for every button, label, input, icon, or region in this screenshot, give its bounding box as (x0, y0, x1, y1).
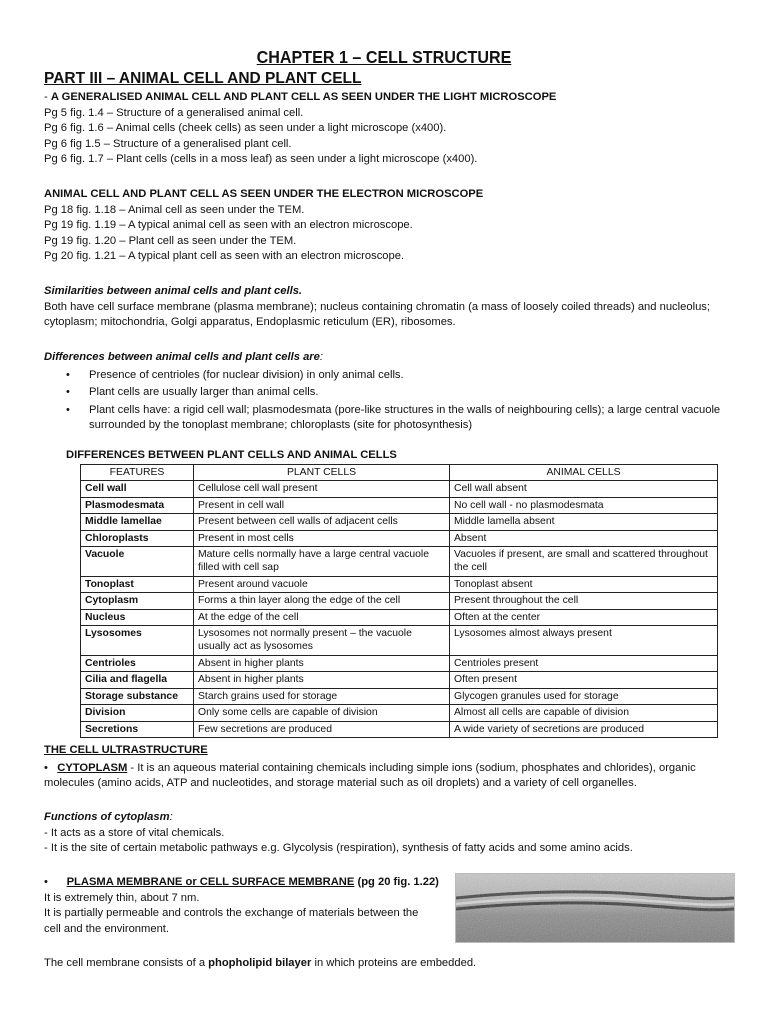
feature-cell: Storage substance (81, 688, 194, 704)
function-item: - It is the site of certain metabolic pathways e.g. Glycolysis (respiration), synthesis of fatty acids and some amino acids. (44, 842, 633, 855)
table-row (81, 705, 718, 721)
functions-heading: Functions of cytoplasm (44, 811, 170, 823)
feature-cell: Tonoplast (81, 576, 194, 592)
differences-list (44, 368, 744, 434)
table-row (81, 672, 718, 688)
plant-cell: Only some cells are capable of division (194, 705, 450, 721)
feature-cell: Lysosomes (81, 626, 194, 656)
similarities-text: Both have cell surface membrane (plasma membrane); nucleus containing chromatin (a mass of loosely coiled threads) and nucleolus; (44, 300, 710, 313)
figure-reference: Pg 20 fig. 1.21 – A typical plant cell as seen with an electron microscope. (44, 250, 405, 263)
bullet-icon: • (66, 368, 70, 381)
list-item: • Presence of centrioles (for nuclear division) in only animal cells. (44, 368, 744, 384)
figure-reference: Pg 6 fig. 1.7 – Plant cells (cells in a moss leaf) as seen under a light microscope (x400). (44, 153, 478, 166)
feature-cell: Plasmodesmata (81, 497, 194, 513)
figure-reference: Pg 5 fig. 1.4 – Structure of a generalised animal cell. (44, 106, 304, 119)
feature-cell: Cilia and flagella (81, 672, 194, 688)
plant-cell: Present between cell walls of adjacent cells (194, 514, 450, 530)
animal-cell: Present throughout the cell (450, 593, 718, 609)
membrane-micrograph-image (455, 873, 735, 943)
table-row (81, 547, 718, 577)
plant-cell: Few secretions are produced (194, 721, 450, 737)
table-row (81, 593, 718, 609)
animal-cell: Almost all cells are capable of division (450, 705, 718, 721)
animal-cell: Absent (450, 530, 718, 546)
plant-cell: Forms a thin layer along the edge of the cell (194, 593, 450, 609)
table-row (81, 530, 718, 546)
bilayer-sentence: The cell membrane consists of a phopholipid bilayer in which proteins are embedded. (44, 957, 477, 969)
table-heading: DIFFERENCES BETWEEN PLANT CELLS AND ANIMAL CELLS (66, 449, 397, 461)
plant-cell: Absent in higher plants (194, 655, 450, 671)
plasma-membrane-section (44, 875, 449, 937)
differences-heading-colon: : (319, 351, 323, 363)
figure-reference: Pg 19 fig. 1.19 – A typical animal cell as seen with an electron microscope. (44, 219, 413, 232)
table-row (81, 721, 718, 737)
animal-cell: Cell wall absent (450, 481, 718, 497)
animal-cell: Centrioles present (450, 655, 718, 671)
part-title: PART III – ANIMAL CELL AND PLANT CELL (44, 70, 362, 87)
differences-section (44, 350, 744, 434)
table-row (81, 514, 718, 530)
plant-cell: Present in cell wall (194, 497, 450, 513)
column-header: FEATURES (81, 465, 194, 481)
cytoplasm-paragraph-cont: molecules (amino acids, ATP and nucleotides, and storage material such as oil droplets) and a variety of cell organelles. (44, 777, 637, 790)
table-row (81, 497, 718, 513)
table-header-row (81, 465, 718, 481)
animal-cell: Glycogen granules used for storage (450, 688, 718, 704)
animal-cell: No cell wall - no plasmodesmata (450, 497, 718, 513)
feature-cell: Vacuole (81, 547, 194, 577)
electron-microscope-section (44, 187, 744, 265)
animal-cell: Often present (450, 672, 718, 688)
animal-cell: A wide variety of secretions are produced (450, 721, 718, 737)
plant-cell: Present around vacuole (194, 576, 450, 592)
similarities-section (44, 284, 744, 331)
feature-cell: Centrioles (81, 655, 194, 671)
similarities-heading: Similarities between animal cells and plant cells. (44, 285, 303, 297)
list-item: • Plant cells have: a rigid cell wall; plasmodesmata (pore-like structures in the walls of neighbouring cells); a large central vacuole (44, 403, 744, 419)
plant-cell: Absent in higher plants (194, 672, 450, 688)
table-row (81, 688, 718, 704)
ultrastructure-heading: THE CELL ULTRASTRUCTURE (44, 744, 208, 756)
list-item-continuation: surrounded by the tonoplast membrane; chloroplasts (site for photosynthesis) (89, 419, 473, 432)
bullet-icon: • (44, 761, 48, 774)
feature-cell: Cytoplasm (81, 593, 194, 609)
differences-table (80, 464, 718, 738)
similarities-text: cytoplasm; mitochondria, Golgi apparatus, Endoplasmic reticulum (ER), ribosomes. (44, 316, 456, 329)
table-body (81, 481, 718, 738)
bullet-icon: • (66, 386, 70, 399)
bullet-icon: • (66, 403, 70, 416)
electron-microscope-heading: ANIMAL CELL AND PLANT CELL AS SEEN UNDER THE ELECTRON MICROSCOPE (44, 188, 484, 200)
figure-reference: Pg 6 fig 1.5 – Structure of a generalised plant cell. (44, 137, 292, 150)
feature-cell: Cell wall (81, 481, 194, 497)
feature-cell: Chloroplasts (81, 530, 194, 546)
light-microscope-section (44, 90, 744, 168)
function-item: - It acts as a store of vital chemicals. (44, 826, 225, 839)
plant-cell: At the edge of the cell (194, 609, 450, 625)
animal-cell: Often at the center (450, 609, 718, 625)
animal-cell: Middle lamella absent (450, 514, 718, 530)
functions-section: Functions of cytoplasm: - It acts as a store of vital chemicals. - It is the site of certain metabolic pathways e.g. Glycolysis (respiration), synthesis of fatty acids and some amino acids. (44, 810, 744, 857)
animal-cell: Vacuoles if present, are small and scattered throughout the cell (450, 547, 718, 577)
table-row (81, 609, 718, 625)
cytoplasm-paragraph: • CYTOPLASM - It is an aqueous material containing chemicals including simple ions (sodium, phosphates and chlorides), organic (44, 761, 696, 774)
table-row (81, 576, 718, 592)
plant-cell: Mature cells normally have a large central vacuole filled with cell sap (194, 547, 450, 577)
plasma-membrane-heading: PLASMA MEMBRANE or CELL SURFACE MEMBRANE (66, 876, 355, 888)
cytoplasm-term: CYTOPLASM (57, 761, 128, 774)
feature-cell: Nucleus (81, 609, 194, 625)
table-row (81, 626, 718, 656)
membrane-text: cell and the environment. (44, 922, 170, 935)
animal-cell: Lysosomes almost always present (450, 626, 718, 656)
plant-cell: Lysosomes not normally present – the vacuole usually act as lysosomes (194, 626, 450, 656)
figure-reference: Pg 6 fig. 1.6 – Animal cells (cheek cells) as seen under a light microscope (x400). (44, 122, 447, 135)
chapter-title: CHAPTER 1 – CELL STRUCTURE (256, 47, 512, 67)
ultrastructure-section (44, 743, 744, 792)
feature-cell: Division (81, 705, 194, 721)
column-header: ANIMAL CELLS (450, 465, 718, 481)
section-dash: - (44, 91, 51, 103)
plant-cell: Starch grains used for storage (194, 688, 450, 704)
figure-reference: Pg 19 fig. 1.20 – Plant cell as seen under the TEM. (44, 234, 297, 247)
light-microscope-heading: A GENERALISED ANIMAL CELL AND PLANT CELL AS SEEN UNDER THE LIGHT MICROSCOPE (50, 91, 557, 103)
figure-reference: Pg 18 fig. 1.18 – Animal cell as seen under the TEM. (44, 203, 305, 216)
list-item: • Plant cells are usually larger than animal cells. (44, 385, 744, 401)
table-row (81, 655, 718, 671)
animal-cell: Tonoplast absent (450, 576, 718, 592)
membrane-text: It is partially permeable and controls the exchange of materials between the (44, 907, 419, 920)
plant-cell: Present in most cells (194, 530, 450, 546)
bilayer-term: phopholipid bilayer (208, 957, 312, 969)
plasma-membrane-ref: (pg 20 fig. 1.22) (354, 876, 439, 888)
feature-cell: Middle lamellae (81, 514, 194, 530)
bullet-icon: • (44, 876, 48, 888)
plant-cell: Cellulose cell wall present (194, 481, 450, 497)
differences-heading: Differences between animal cells and plant cells are (44, 351, 320, 363)
column-header: PLANT CELLS (194, 465, 450, 481)
feature-cell: Secretions (81, 721, 194, 737)
membrane-text: It is extremely thin, about 7 nm. (44, 891, 200, 904)
table-row (81, 481, 718, 497)
